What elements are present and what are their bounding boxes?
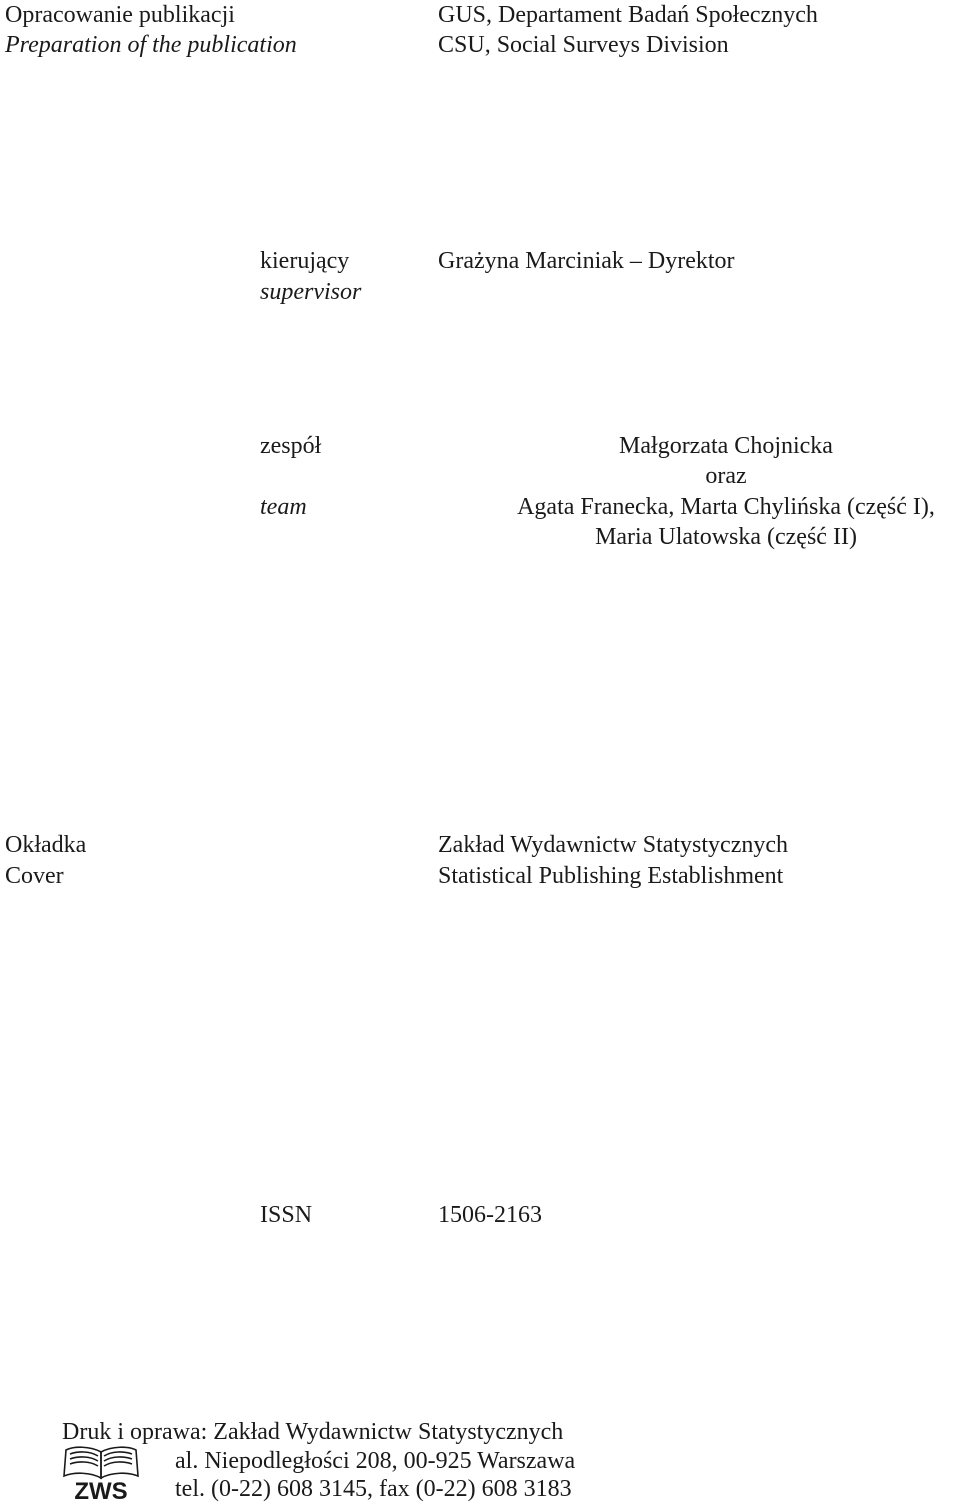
supervisor-label-en: supervisor	[260, 279, 362, 305]
team-label-pl: zespół	[260, 433, 322, 459]
address-line: al. Niepodległości 208, 00-925 Warszawa	[175, 1448, 576, 1474]
supervisor-label-pl: kierujący	[260, 248, 350, 274]
team-label-en: team	[260, 494, 307, 520]
team-member-line: Małgorzata Chojnicka	[619, 433, 833, 459]
cover-label-en: Cover	[5, 863, 64, 889]
contact-line: tel. (0-22) 608 3145, fax (0-22) 608 3183	[175, 1476, 572, 1502]
issn-value: 1506-2163	[438, 1202, 542, 1228]
zws-book-logo	[60, 1444, 142, 1500]
supervisor-name: Grażyna Marciniak – Dyrektor	[438, 248, 735, 274]
preparation-label-en: Preparation of the publication	[5, 32, 297, 58]
team-member-line: oraz	[705, 463, 747, 489]
preparation-label-pl: Opracowanie publikacji	[5, 2, 235, 28]
printing-info-line: Druk i oprawa: Zakład Wydawnictw Statystycznych	[62, 1419, 564, 1445]
team-member-line: Maria Ulatowska (część II)	[595, 524, 857, 550]
zws-logo-text: ZWS	[74, 1478, 128, 1500]
cover-label-pl: Okładka	[5, 832, 87, 858]
issn-label: ISSN	[260, 1202, 313, 1228]
cover-value-en: Statistical Publishing Establishment	[438, 863, 784, 889]
cover-value-pl: Zakład Wydawnictw Statystycznych	[438, 832, 789, 858]
organization-en: CSU, Social Surveys Division	[438, 32, 729, 58]
team-member-line: Agata Franecka, Marta Chylińska (część I),	[517, 494, 935, 520]
organization-pl: GUS, Departament Badań Społecznych	[438, 2, 818, 28]
